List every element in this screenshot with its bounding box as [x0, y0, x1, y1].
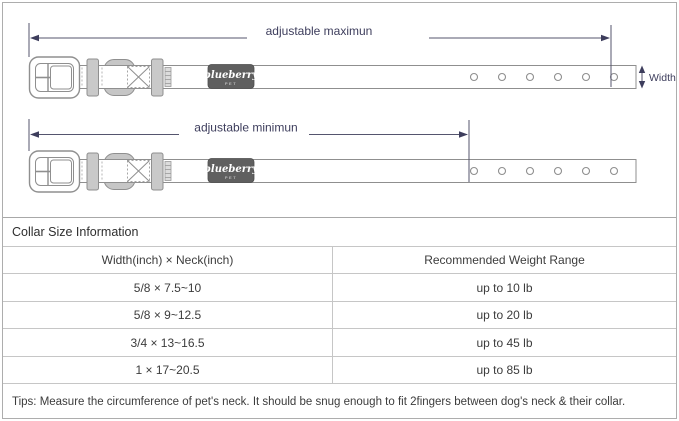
arrowhead-up-icon — [639, 66, 645, 74]
cell-weight: up to 45 lb — [476, 335, 533, 350]
adjustable-maximum-label: adjustable maximun — [265, 24, 373, 38]
cell-size: 3/4 × 13~16.5 — [3, 329, 333, 356]
header-weight: Recommended Weight Range — [424, 253, 585, 267]
table-row — [3, 273, 676, 301]
collar-diagram — [3, 3, 676, 217]
cell-size: 5/8 × 9~12.5 — [3, 302, 333, 328]
arrowhead-right-icon — [601, 35, 610, 41]
cell-size: 1 × 17~20.5 — [3, 357, 333, 383]
table-header-row — [3, 246, 676, 273]
adjustable-minimum-label: adjustable minimun — [194, 120, 298, 135]
arrowhead-left-icon — [30, 35, 39, 41]
cell-weight: up to 20 lb — [476, 308, 533, 322]
cell-size: 5/8 × 7.5~10 — [3, 274, 333, 301]
arrowhead-left-icon — [30, 131, 39, 137]
tips-note: Tips: Measure the circumference of pet's neck. It should be snug enough to fit 2fingers between dog's neck & their collar. — [3, 383, 676, 419]
header-size: Width(inch) × Neck(inch) — [3, 247, 333, 273]
collar-top — [30, 57, 637, 98]
cell-weight: up to 10 lb — [476, 280, 533, 295]
dimension-width — [639, 66, 645, 89]
cell-weight: up to 85 lb — [476, 363, 533, 377]
width-label: Width — [649, 72, 676, 84]
arrowhead-down-icon — [639, 81, 645, 89]
table-title: Collar Size Information — [12, 225, 139, 239]
outer-frame — [2, 2, 677, 419]
table-row — [3, 356, 676, 383]
arrowhead-right-icon — [459, 131, 468, 137]
collar-bottom — [30, 151, 637, 192]
collar-size-table — [3, 217, 676, 419]
table-row — [3, 328, 676, 356]
table-row — [3, 301, 676, 328]
